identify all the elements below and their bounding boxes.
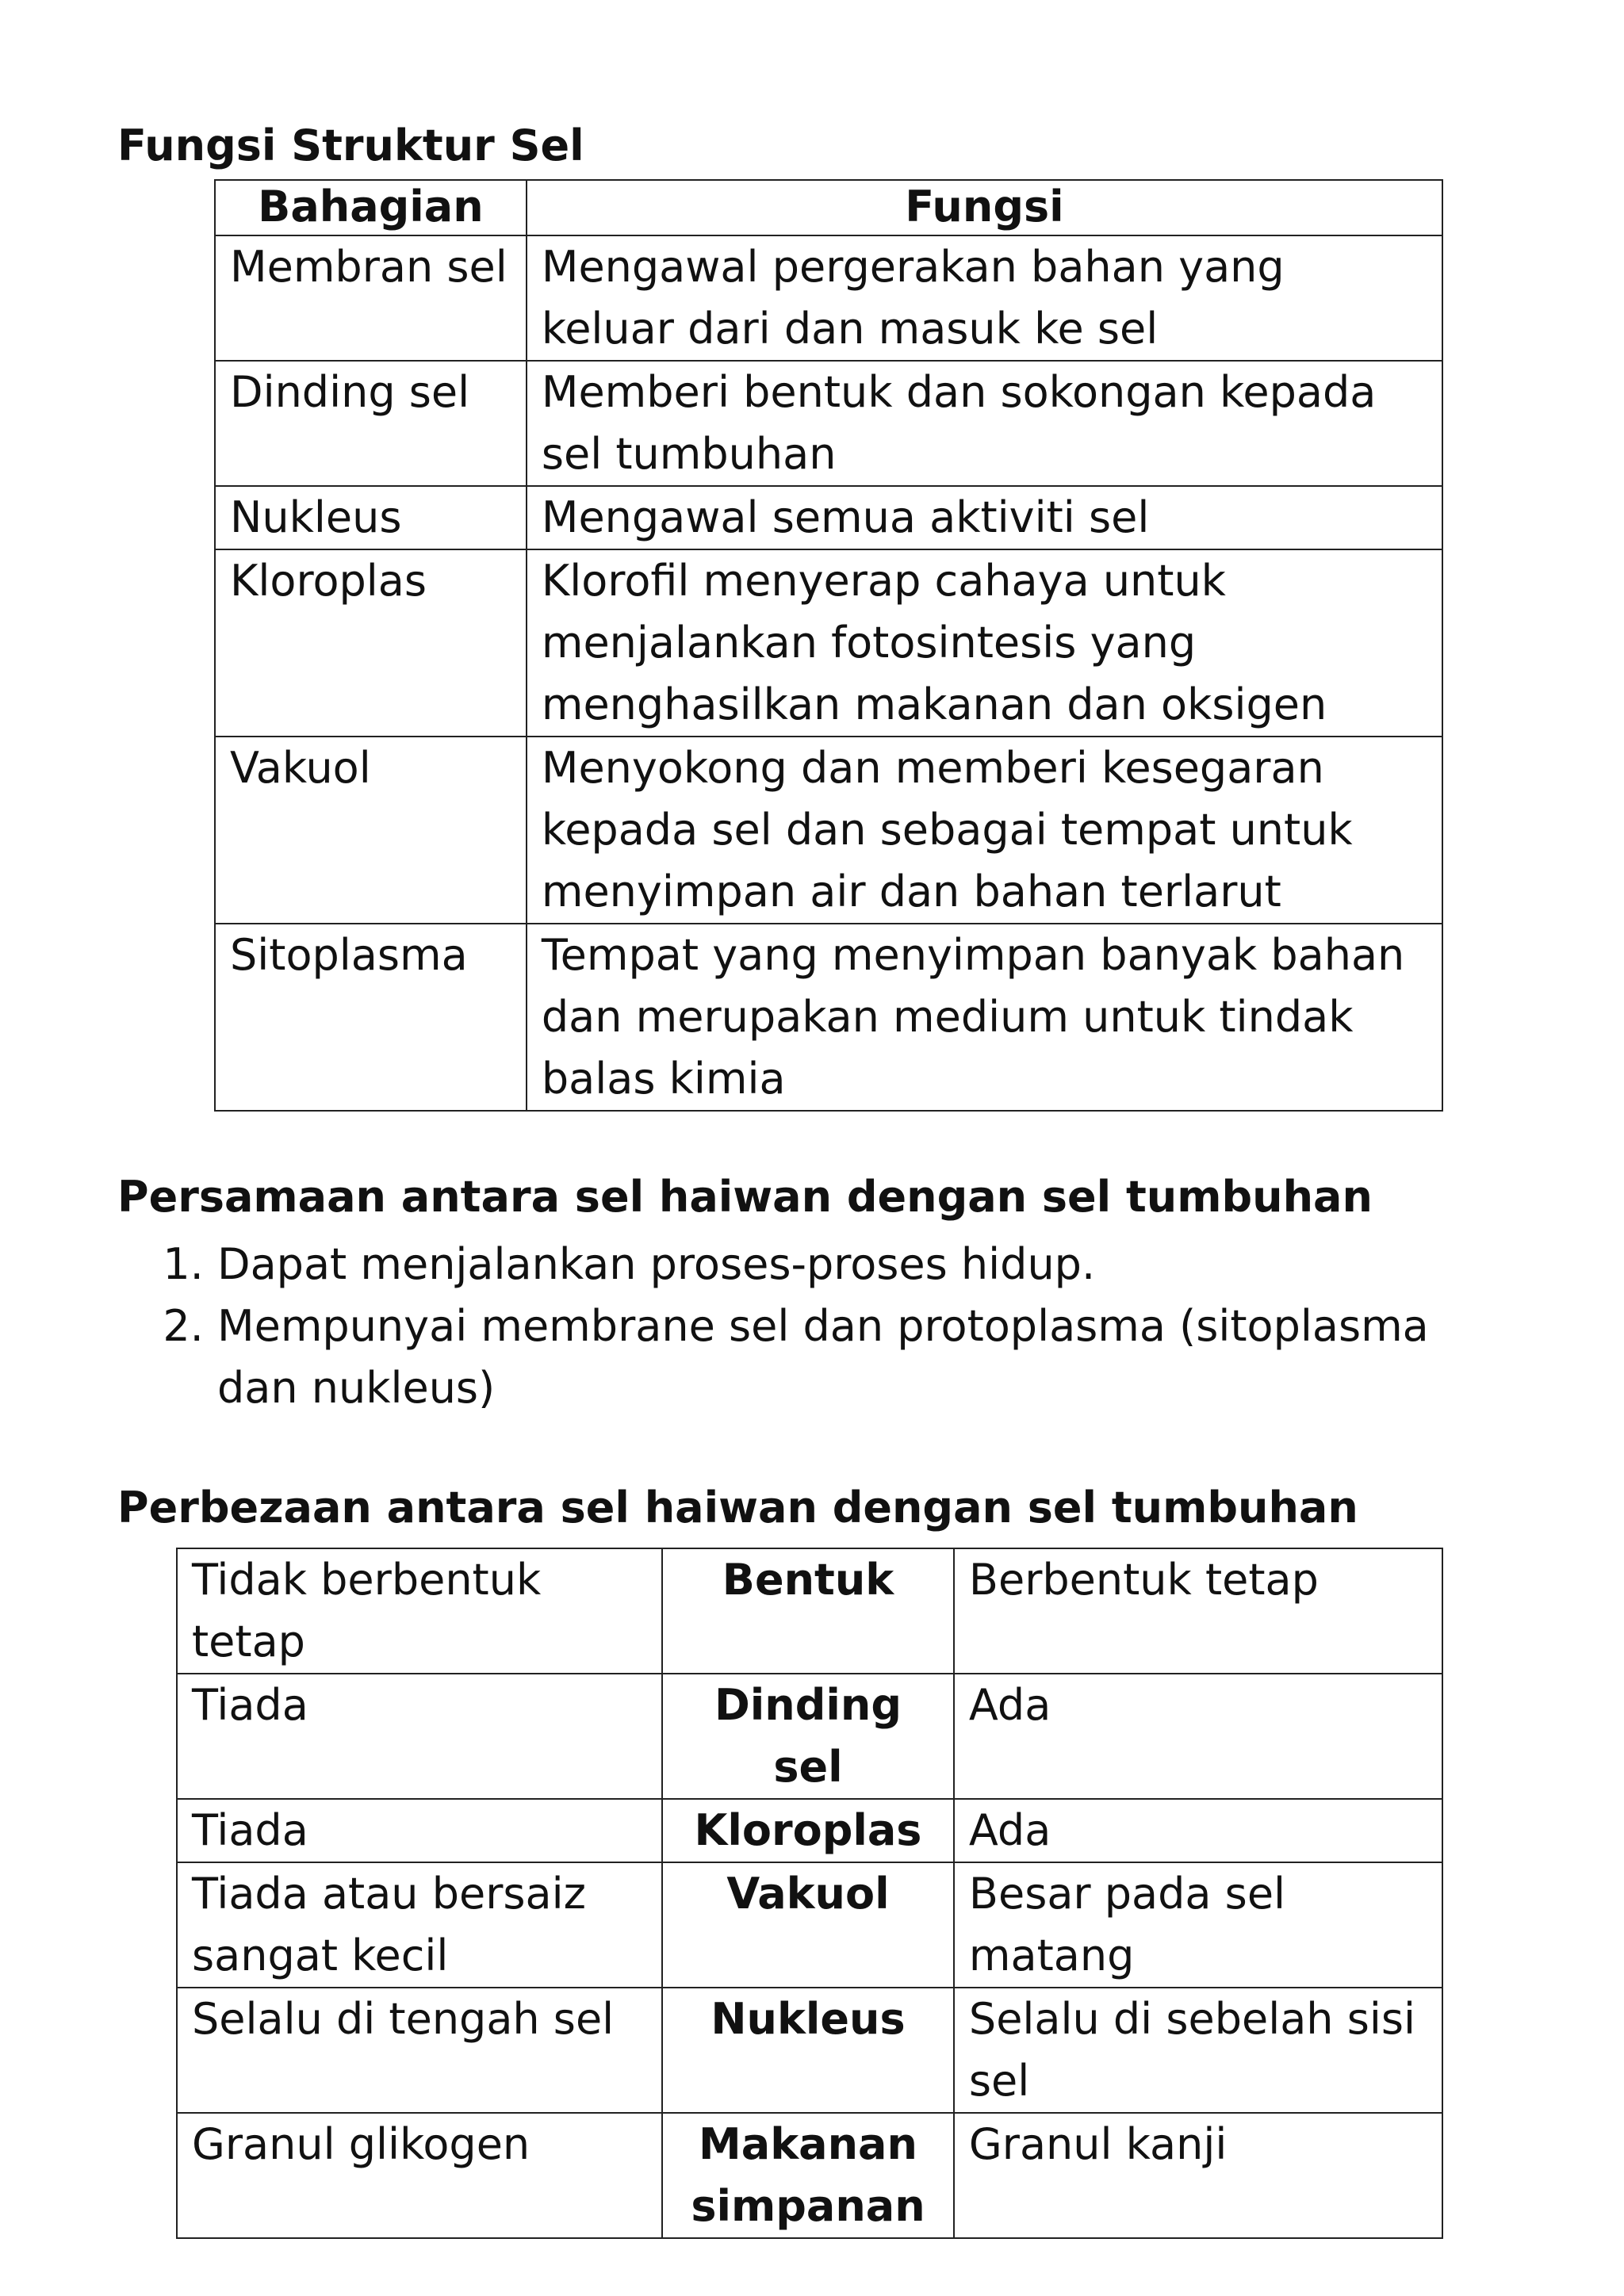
animal-cell-value: Tiada atau bersaiz sangat kecil — [177, 1862, 662, 1988]
similarities-list — [167, 1234, 1518, 1419]
function-cell: Menyokong dan memberi kesegaran kepada sel dan sebagai tempat untuk menyimpan air dan bahan terlarut — [527, 737, 1442, 924]
header-fungsi: Fungsi — [527, 180, 1442, 235]
table-row — [215, 924, 1442, 1111]
function-cell: Mengawal semua aktiviti sel — [527, 486, 1442, 549]
function-cell: Klorofil menyerap cahaya untuk menjalankan fotosintesis yang menghasilkan makanan dan oksigen — [527, 549, 1442, 737]
animal-cell-value: Tidak berbentuk tetap — [177, 1548, 662, 1674]
table-header-row — [215, 180, 1442, 235]
part-cell: Nukleus — [215, 486, 527, 549]
part-cell: Sitoplasma — [215, 924, 527, 1111]
table-row — [177, 1799, 1442, 1862]
table-row — [177, 1862, 1442, 1988]
plant-cell-value: Ada — [954, 1799, 1442, 1862]
table-row — [215, 486, 1442, 549]
function-cell: Memberi bentuk dan sokongan kepada sel tumbuhan — [527, 361, 1442, 486]
table-row — [215, 737, 1442, 924]
table-row — [215, 549, 1442, 737]
table-row — [177, 1548, 1442, 1674]
feature-label: Nukleus — [662, 1988, 954, 2113]
function-cell: Mengawal pergerakan bahan yang keluar dari dan masuk ke sel — [527, 235, 1442, 361]
table-row — [177, 1674, 1442, 1799]
cell-structure-function-table — [214, 179, 1443, 1112]
section-title-persamaan: Persamaan antara sel haiwan dengan sel tumbuhan — [117, 1172, 1373, 1222]
plant-cell-value: Besar pada sel matang — [954, 1862, 1442, 1988]
table-row — [215, 235, 1442, 361]
table-row — [177, 2113, 1442, 2238]
animal-cell-value: Granul glikogen — [177, 2113, 662, 2238]
cell-differences-table — [176, 1548, 1443, 2239]
function-cell: Tempat yang menyimpan banyak bahan dan merupakan medium untuk tindak balas kimia — [527, 924, 1442, 1111]
part-cell: Membran sel — [215, 235, 527, 361]
feature-label: Makanan simpanan — [662, 2113, 954, 2238]
feature-label: Dinding sel — [662, 1674, 954, 1799]
feature-label: Bentuk — [662, 1548, 954, 1674]
plant-cell-value: Berbentuk tetap — [954, 1548, 1442, 1674]
list-item: 1. Dapat menjalankan proses-proses hidup. — [217, 1234, 1518, 1295]
section-title-perbezaan: Perbezaan antara sel haiwan dengan sel tumbuhan — [117, 1483, 1358, 1533]
table-row — [177, 1988, 1442, 2113]
animal-cell-value: Tiada — [177, 1799, 662, 1862]
feature-label: Kloroplas — [662, 1799, 954, 1862]
plant-cell-value: Granul kanji — [954, 2113, 1442, 2238]
plant-cell-value: Ada — [954, 1674, 1442, 1799]
animal-cell-value: Tiada — [177, 1674, 662, 1799]
part-cell: Dinding sel — [215, 361, 527, 486]
list-item: 2. Mempunyai membrane sel dan protoplasma (sitoplasma dan nukleus) — [217, 1295, 1518, 1419]
feature-label: Vakuol — [662, 1862, 954, 1988]
part-cell: Vakuol — [215, 737, 527, 924]
animal-cell-value: Selalu di tengah sel — [177, 1988, 662, 2113]
table-row — [215, 361, 1442, 486]
section-title-fungsi: Fungsi Struktur Sel — [117, 121, 584, 170]
part-cell: Kloroplas — [215, 549, 527, 737]
header-bahagian: Bahagian — [215, 180, 527, 235]
plant-cell-value: Selalu di sebelah sisi sel — [954, 1988, 1442, 2113]
